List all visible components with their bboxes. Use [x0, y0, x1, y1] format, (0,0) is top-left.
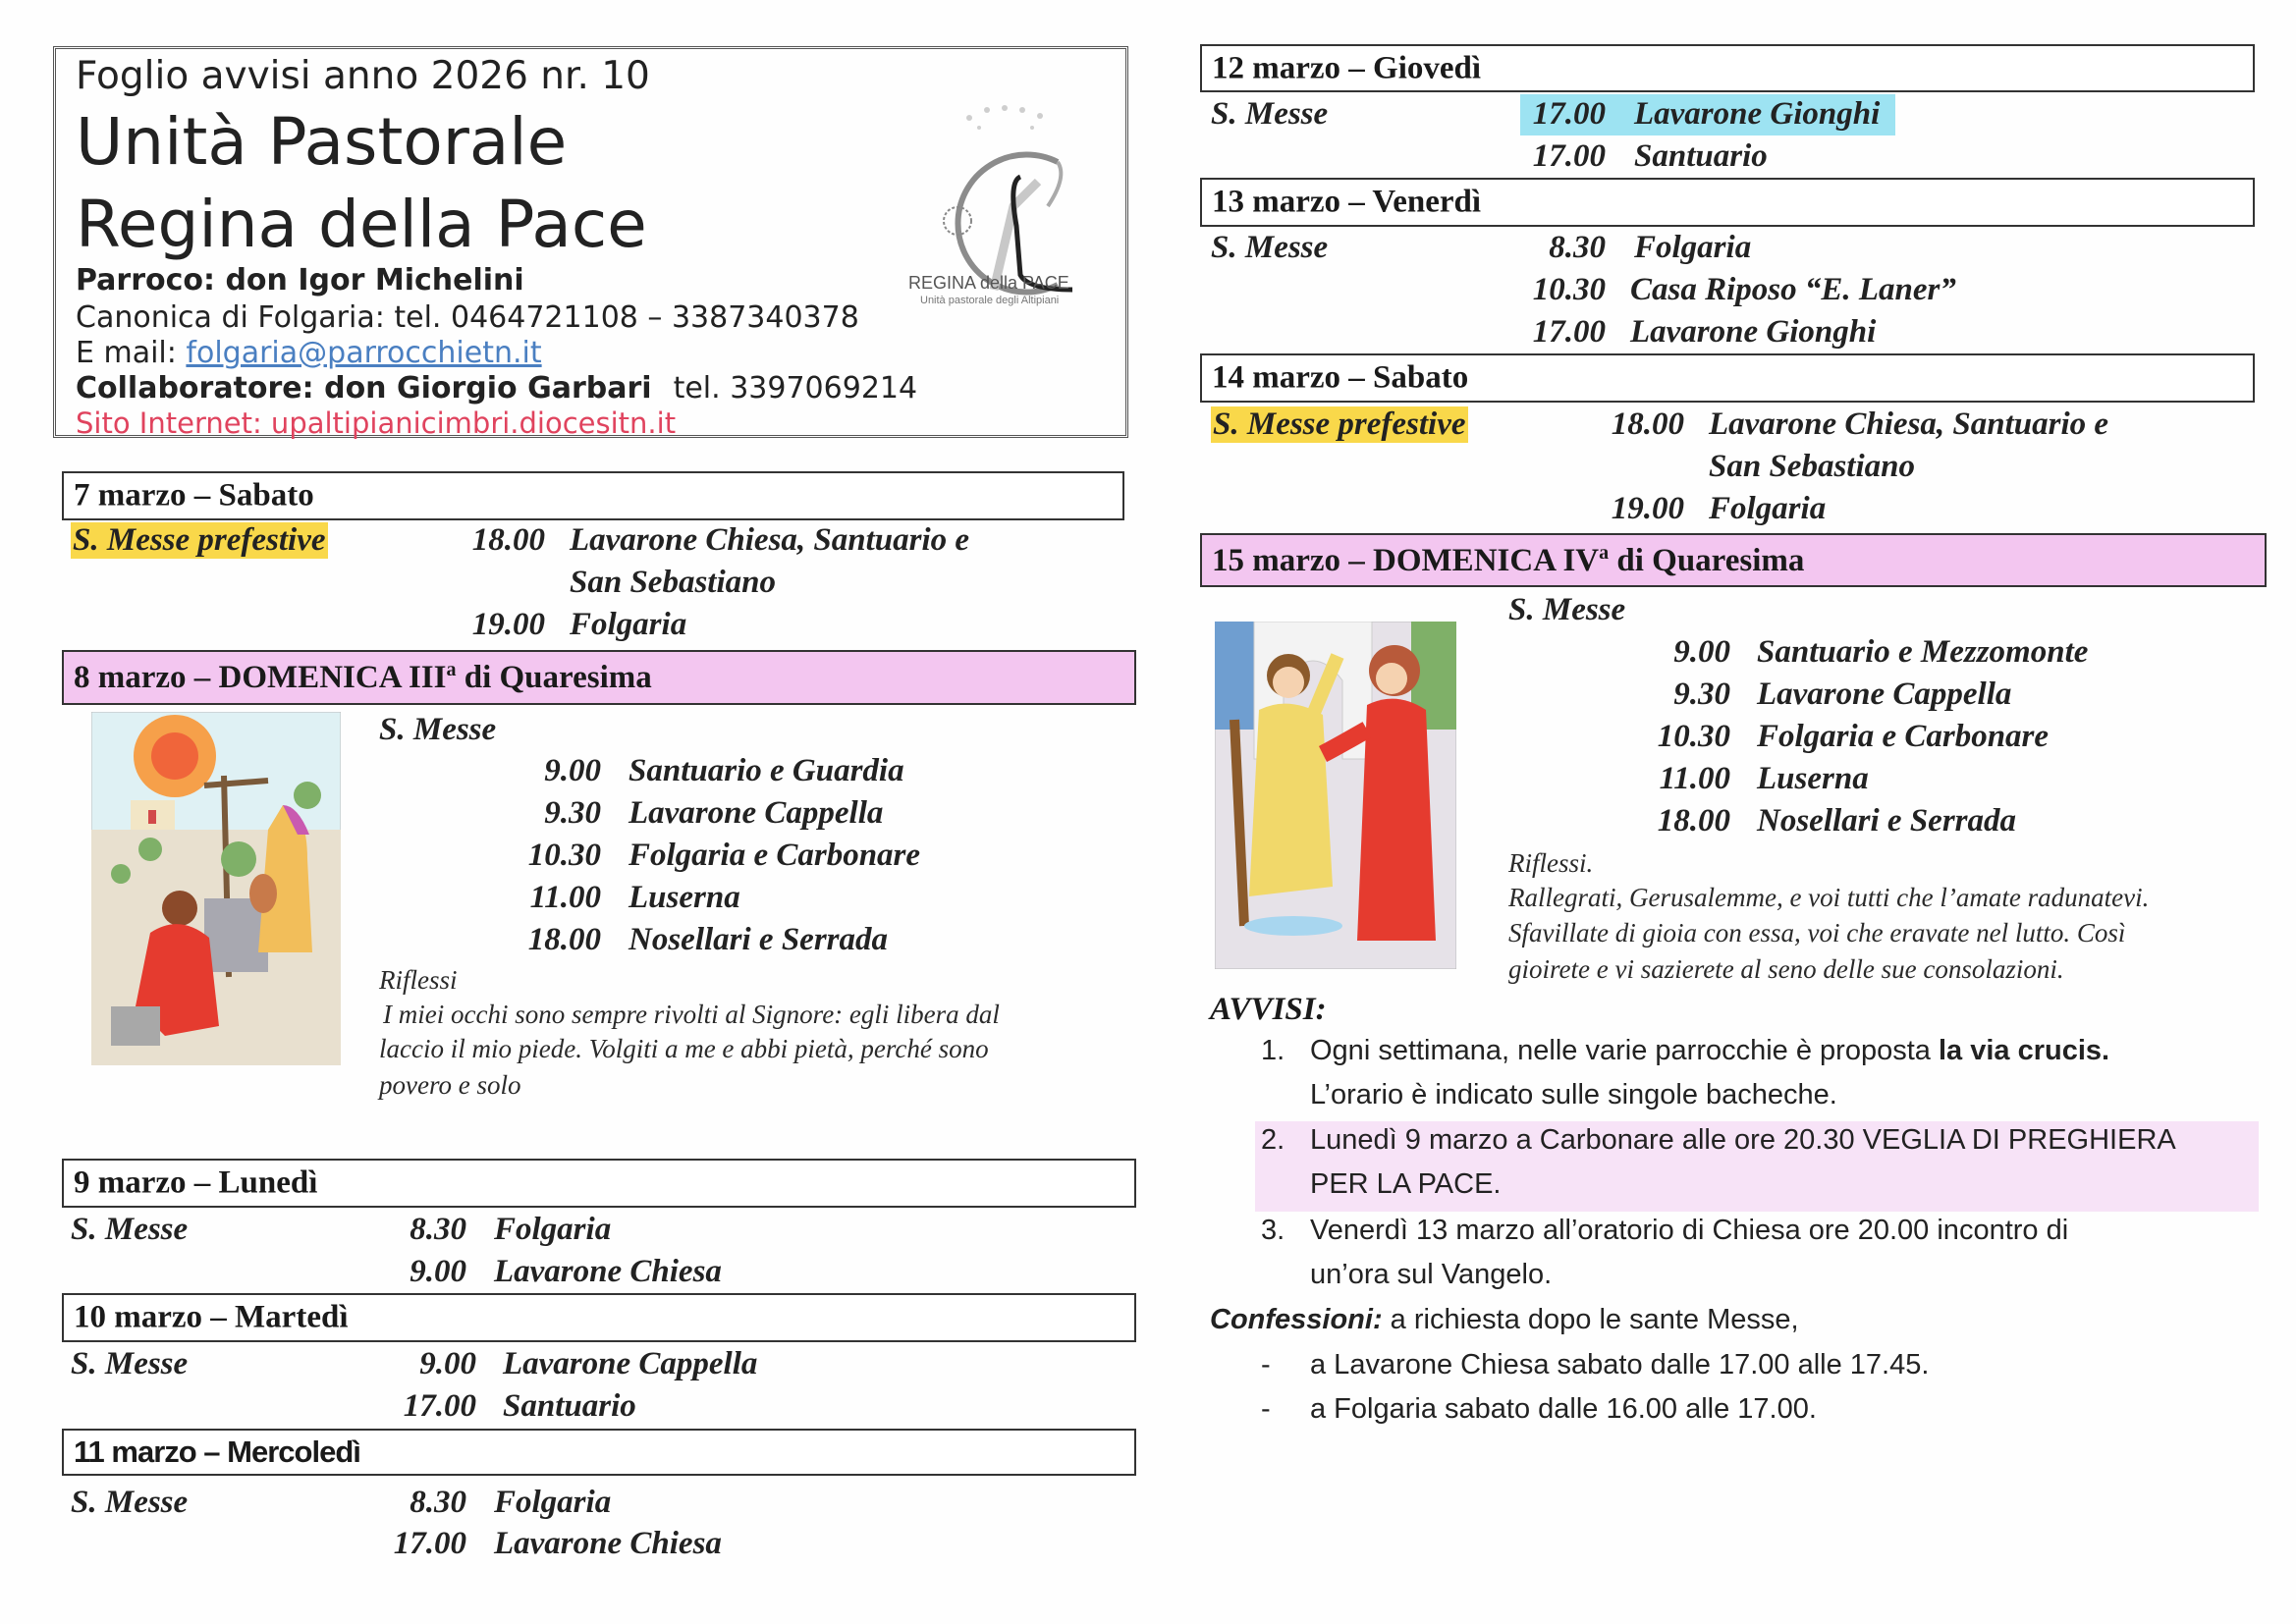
avvisi-item-2-line-2: PER LA PACE.: [1310, 1168, 1502, 1200]
mass-place: Lavarone Chiesa: [494, 1526, 722, 1561]
avvisi-item-3-line-2: un’ora sul Vangelo.: [1310, 1259, 1553, 1290]
mass-time: 19.00: [1611, 491, 1684, 526]
mass-place: Folgaria: [494, 1485, 612, 1520]
mass-place: Lavarone Chiesa: [494, 1254, 722, 1289]
riflessi-line: I miei occhi sono sempre rivolti al Signore: egli libera dal: [383, 1000, 1000, 1029]
avvisi-item-2-line-1: Lunedì 9 marzo a Carbonare alle ore 20.30 VEGLIA DI PREGHIERA: [1310, 1124, 2176, 1156]
mass-time: 9.30: [544, 795, 601, 831]
website-link[interactable]: Sito Internet: upaltipianicimbri.diocesitn.it: [76, 406, 677, 440]
mass-time: 11.00: [1659, 761, 1730, 796]
mass-place: Luserna: [629, 880, 740, 915]
healing-blind-man-illustration-icon: [1215, 622, 1456, 969]
mass-place: Nosellari e Serrada: [629, 922, 888, 957]
avvisi-number: 1.: [1261, 1035, 1285, 1066]
avvisi-title: AVVISI:: [1210, 992, 1327, 1027]
mass-place: Lavarone Gionghi: [1634, 96, 1881, 132]
day-header-10-marzo: [62, 1293, 1136, 1342]
mass-time: 17.00: [1532, 314, 1606, 350]
email-line: [76, 336, 542, 370]
mass-place: Lavarone Chiesa, Santuario e: [570, 522, 970, 558]
day-title: 12 marzo – Giovedì: [1212, 50, 1482, 85]
confessioni-item: a Folgaria sabato dalle 16.00 alle 17.00.: [1310, 1393, 1817, 1425]
mass-place: Santuario e Guardia: [629, 753, 904, 788]
email-label: E mail:: [76, 336, 187, 370]
avvisi-number: 2.: [1261, 1124, 1285, 1156]
mass-time: 18.00: [1611, 406, 1684, 442]
mass-time: 10.30: [1657, 719, 1730, 754]
day-header-11-marzo: [62, 1429, 1136, 1476]
avvisi-number: 3.: [1261, 1215, 1285, 1246]
mass-place: Folgaria: [1634, 230, 1752, 265]
title-line-2: Regina della Pace: [76, 187, 647, 262]
mass-time: 9.30: [1673, 677, 1730, 712]
mass-place: Santuario: [1634, 138, 1768, 174]
riflessi-line: Sfavillate di gioia con essa, voi che eravate nel lutto. Così: [1508, 918, 2126, 947]
confessioni-item: a Lavarone Chiesa sabato dalle 17.00 alle 17.45.: [1310, 1349, 1930, 1380]
mass-time: 10.30: [1532, 272, 1606, 307]
mass-time: 18.00: [1657, 803, 1730, 839]
day-header-7-marzo: [62, 471, 1124, 520]
mass-place: Lavarone Chiesa, Santuario e: [1709, 406, 2109, 442]
day-title: 10 marzo – Martedì: [74, 1299, 349, 1335]
confessioni-line: Confessioni: a richiesta dopo le sante Messe,: [1210, 1304, 1799, 1335]
mass-time: 19.00: [471, 607, 545, 642]
messe-label: S. Messe: [379, 712, 497, 747]
riflessi-title: Riflessi.: [1508, 848, 1594, 878]
day-title: 9 marzo – Lunedì: [74, 1164, 318, 1201]
canonica-phone: Canonica di Folgaria: tel. 0464721108 – 3387340378: [76, 300, 859, 335]
logo-subtitle: Unità pastorale degli Altipiani: [920, 295, 1060, 306]
mass-place: Folgaria: [1709, 491, 1827, 526]
confessioni-bullet: -: [1261, 1393, 1271, 1425]
riflessi-line: laccio il mio piede. Volgiti a me e abbi pietà, perché sono: [379, 1034, 989, 1063]
riflessi-line: Rallegrati, Gerusalemme, e voi tutti che l’amate radunatevi.: [1508, 883, 2150, 912]
mass-place: Santuario: [503, 1388, 636, 1424]
logo-title: REGINA della PACE: [908, 273, 1069, 293]
messe-prefestive-label: S. Messe prefestive: [1213, 406, 1466, 442]
day-title: 8 marzo – DOMENICA III$^a$ di Quaresima: [74, 659, 652, 695]
riflessi-line: gioirete e vi sazierete al seno delle sue consolazioni.: [1508, 954, 2064, 984]
mass-place: San Sebastiano: [570, 565, 776, 600]
messe-label: S. Messe: [71, 1485, 189, 1520]
mass-place: Folgaria e Carbonare: [1757, 719, 2050, 754]
collaboratore-name: Collaboratore: don Giorgio Garbari: [76, 371, 652, 406]
collaboratore-line: [76, 371, 917, 406]
day-header-12-marzo: [1200, 44, 2255, 92]
day-title: 7 marzo – Sabato: [74, 477, 314, 514]
title-line-1: Unità Pastorale: [76, 104, 568, 180]
mass-time: 8.30: [410, 1485, 466, 1520]
messe-label: S. Messe: [1211, 230, 1329, 265]
confessioni-label: Confessioni:: [1210, 1304, 1383, 1335]
mass-time: 9.00: [419, 1346, 476, 1381]
mass-time: 8.30: [1549, 230, 1606, 265]
day-header-9-marzo: [62, 1159, 1136, 1208]
collaboratore-phone: tel. 3397069214: [673, 371, 918, 406]
mass-time: 17.00: [393, 1526, 466, 1561]
mass-time: 18.00: [471, 522, 545, 558]
riflessi-line: povero e solo: [379, 1070, 521, 1100]
mass-time: 8.30: [410, 1212, 466, 1247]
day-title: 13 marzo – Venerdì: [1212, 184, 1482, 220]
day-title: 15 marzo – DOMENICA $IV^a$ di Quaresima: [1212, 541, 1805, 578]
avvisi-item-1-line-2: L’orario è indicato sulle singole bacheche.: [1310, 1079, 1837, 1110]
mass-place: Folgaria e Carbonare: [629, 838, 921, 873]
messe-label: S. Messe: [1211, 96, 1329, 132]
mass-time: 18.00: [527, 922, 601, 957]
riflessi-title: Riflessi: [379, 965, 458, 995]
mass-time: 10.30: [527, 838, 601, 873]
mass-place: Nosellari e Serrada: [1757, 803, 2016, 839]
day-header-8-marzo: [62, 650, 1136, 705]
day-header-15-marzo: [1200, 533, 2267, 587]
day-title: 11 marzo – Mercoledì: [74, 1435, 360, 1469]
mass-time: 9.00: [544, 753, 601, 788]
avvisi-item-1-line-1: Ogni settimana, nelle varie parrocchie è proposta la via crucis.: [1310, 1035, 2110, 1066]
messe-label: S. Messe: [71, 1346, 189, 1381]
mass-time: 17.00: [1532, 96, 1606, 132]
mass-place: San Sebastiano: [1709, 449, 1915, 484]
avvisi-item-3-line-1: Venerdì 13 marzo all’oratorio di Chiesa ore 20.00 incontro di: [1310, 1215, 2069, 1246]
mass-place: Lavarone Gionghi: [1630, 314, 1877, 350]
messe-prefestive-label: S. Messe prefestive: [73, 522, 326, 558]
mass-place: Folgaria: [494, 1212, 612, 1247]
day-header-13-marzo: [1200, 178, 2255, 227]
mass-place: Santuario e Mezzomonte: [1757, 634, 2089, 670]
parroco: Parroco: don Igor Michelini: [76, 263, 524, 298]
messe-label: S. Messe: [1508, 592, 1626, 627]
day-title: 14 marzo – Sabato: [1212, 359, 1469, 396]
mass-place: Lavarone Cappella: [1757, 677, 2012, 712]
confessioni-bullet: -: [1261, 1349, 1271, 1380]
mass-time: 11.00: [529, 880, 601, 915]
email-link[interactable]: folgaria@parrocchietn.it: [186, 336, 542, 370]
mass-place: Folgaria: [570, 607, 687, 642]
woman-at-the-well-illustration-icon: [91, 712, 341, 1065]
mass-time: 17.00: [1532, 138, 1606, 174]
mass-time: 17.00: [403, 1388, 476, 1424]
mass-place: Lavarone Cappella: [503, 1346, 758, 1381]
mass-place: Lavarone Cappella: [629, 795, 884, 831]
day-header-14-marzo: [1200, 353, 2255, 403]
mass-time: 9.00: [1673, 634, 1730, 670]
mass-place: Casa Riposo “E. Laner”: [1630, 272, 1956, 307]
mass-time: 9.00: [410, 1254, 466, 1289]
header-box: [53, 46, 1128, 438]
mass-place: Luserna: [1757, 761, 1869, 796]
messe-label: S. Messe: [71, 1212, 189, 1247]
bulletin-number: Foglio avvisi anno 2026 nr. 10: [76, 54, 650, 98]
